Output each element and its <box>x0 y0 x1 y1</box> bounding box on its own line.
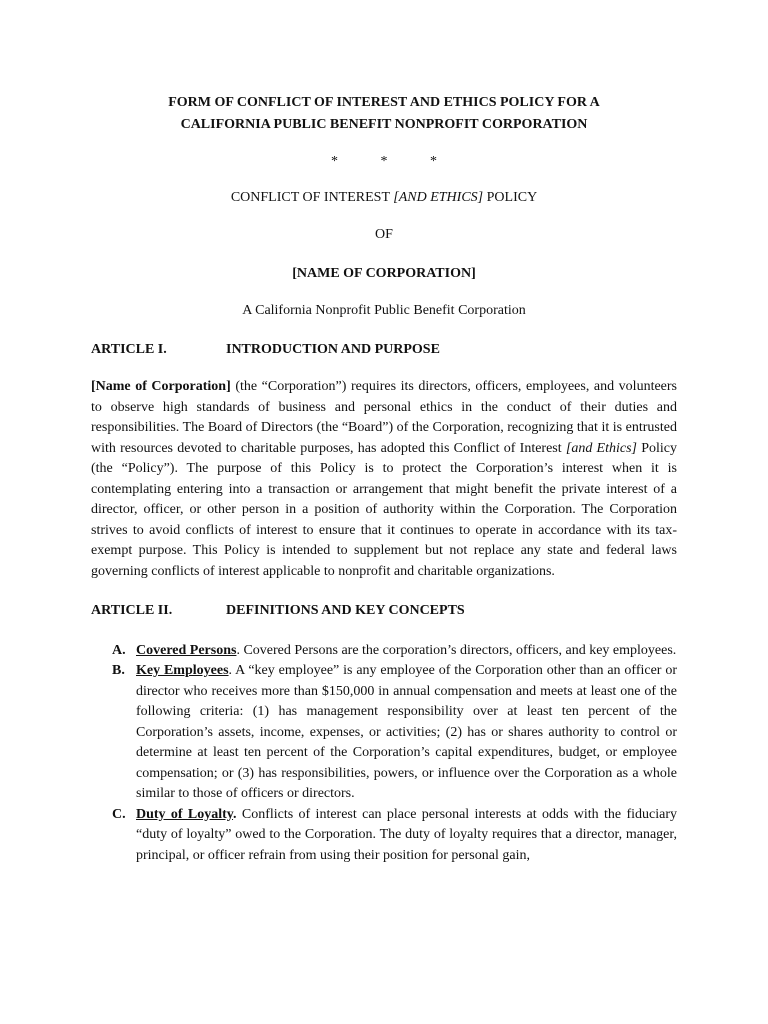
article-title: INTRODUCTION AND PURPOSE <box>226 341 440 357</box>
article-1-heading <box>91 340 677 361</box>
title-line-1: FORM OF CONFLICT OF INTEREST AND ETHICS POLICY FOR A <box>168 95 600 110</box>
definitions-list <box>91 641 677 867</box>
definition-text: A “key employee” is any employee of the Corporation other than an officer or director who receives more than $150,000 in annual compensation and meets at least one of the following criteria: (1) has management responsibility over at least ten percent of the Corporation’s assets, income, expenses, or activities; (2) has or shares authority to control or determine at least ten percent of the Corporation’s capital expenditures, budget, or employee compensation; or (3) has responsibilities, powers, or influence over the Corporation as a whole similar to those of officers or directors. <box>136 663 677 801</box>
policy-title <box>91 188 677 209</box>
article-title: DEFINITIONS AND KEY CONCEPTS <box>226 603 465 618</box>
defined-term: Duty of Loyalty <box>136 806 234 822</box>
list-item <box>91 805 677 867</box>
paragraph-text: (the “Corporation”) requires its directors, officers, employees, and volunteers to observe high standards of business and personal ethics in the conduct of their duties and responsibilities. The Board of Directors (the “Board”) of the Corporation, recognizing that it is entrusted with resources devoted to charitable purposes, has adopted this Conflict of Interest <box>91 379 677 456</box>
corporation-placeholder: [Name of Corporation] <box>91 379 231 394</box>
list-marker: C. <box>112 806 126 822</box>
document-content <box>91 92 677 866</box>
term-punctuation: . <box>236 642 240 658</box>
corporation-description: A California Nonprofit Public Benefit Corporation <box>242 303 526 318</box>
definition-text: Conflicts of interest can place personal interests at odds with the fiduciary “duty of loyalty” owed to the Corporation. The duty of loyalty requires that a director, manager, principal, or officer refrain from using their position for personal gain, <box>136 806 677 863</box>
paragraph-italic: [and Ethics] <box>565 440 637 456</box>
separator-star: * <box>380 154 388 169</box>
separator-star: * <box>331 154 338 169</box>
article-number: ARTICLE II. <box>91 603 173 618</box>
article-2-heading <box>91 601 677 622</box>
paragraph-text: Policy (the “Policy”). The purpose of this Policy is to protect the Corporation’s interest when it is contemplating entering into a transaction or arrangement that might benefit the private interest of a director, officer, or other person in a position of authority within the Corporation. The Corporation strives to avoid conflicts of interest to ensure that it continues to operate in accordance with its tax-exempt purpose. This Policy is intended to supplement but not replace any state and federal laws governing conflicts of interest applicable to nonprofit and charitable organizations. <box>91 440 678 579</box>
defined-term: Covered Persons <box>136 642 237 658</box>
policy-title-pre: CONFLICT OF INTEREST <box>230 189 394 205</box>
article-number: ARTICLE I. <box>91 341 167 357</box>
of-line: OF <box>375 227 393 242</box>
title-line-2: CALIFORNIA PUBLIC BENEFIT NONPROFIT CORPORATION <box>180 117 588 132</box>
policy-title-post: POLICY <box>483 189 538 205</box>
document-title <box>91 92 677 136</box>
list-item <box>91 661 677 805</box>
defined-term: Key Employees <box>136 663 229 678</box>
corporation-name: [NAME OF CORPORATION] <box>292 265 476 281</box>
article-1-paragraph <box>91 377 677 582</box>
list-marker: B. <box>112 663 125 678</box>
term-punctuation: . <box>228 663 233 678</box>
list-marker: A. <box>112 642 126 658</box>
definition-text: Covered Persons are the corporation’s directors, officers, and key employees. <box>239 642 677 658</box>
section-separator <box>91 152 677 173</box>
separator-star: * <box>430 154 437 169</box>
term-punctuation: . <box>233 806 237 822</box>
policy-title-italic: [AND ETHICS] <box>393 189 484 205</box>
list-item <box>91 641 677 662</box>
